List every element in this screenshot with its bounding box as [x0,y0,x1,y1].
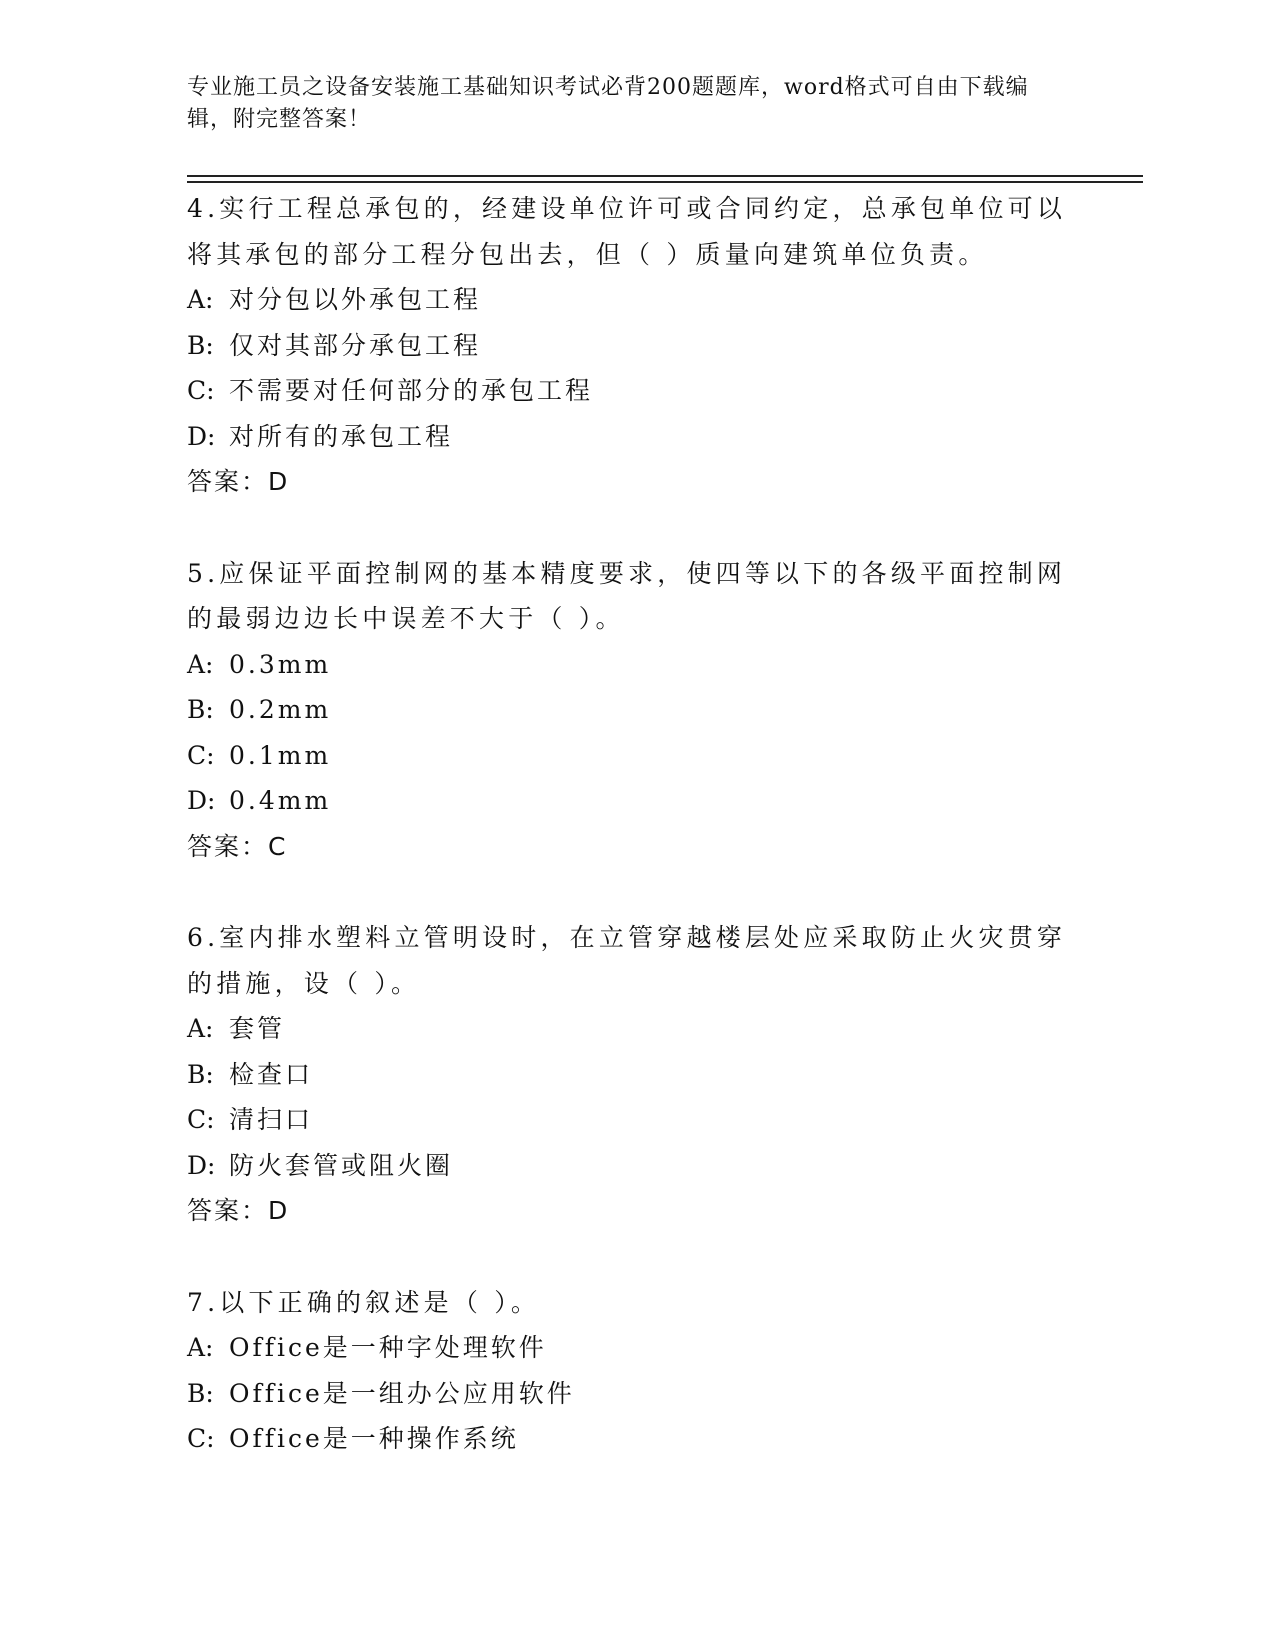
option-letter: D: [187,1150,216,1180]
question-stem: 4.实行工程总承包的，经建设单位许可或合同约定，总承包单位可以将其承包的部分工程分包出去，但（ ）质量向建筑单位负责。 [187,194,1067,269]
option-text: Office是一种操作系统 [229,1424,519,1453]
option-a [187,1006,1087,1052]
option-a [187,277,1087,323]
option-a [187,642,1087,688]
option-letter: B: [187,1059,214,1089]
option-text: 清扫口 [229,1105,314,1134]
option-b [187,687,1087,733]
option-letter: B: [187,1378,214,1408]
option-text: 仅对其部分承包工程 [229,330,482,360]
option-b [187,1371,1087,1417]
option-letter: C: [187,376,215,405]
option-c [187,1416,1087,1462]
question-6 [187,915,1087,1234]
option-text: Office是一组办公应用软件 [229,1378,575,1408]
option-text: 防火套管或阻火圈 [229,1150,454,1180]
option-text: 对分包以外承包工程 [229,285,482,314]
document-header: 专业施工员之设备安装施工基础知识考试必背200题题库，word格式可自由下载编辑，附完整答案！ [187,75,1029,132]
option-b [187,1052,1087,1098]
option-text: 0.1mm [229,740,332,770]
header-divider-bottom [187,181,1143,183]
option-c [187,733,1087,779]
option-b [187,323,1087,369]
question-stem: 7.以下正确的叙述是（ ）。 [187,1287,541,1317]
option-text: 0.2mm [229,695,332,724]
answer-line: 答案：D [187,1196,290,1225]
option-text: 套管 [229,1014,286,1043]
option-letter: C: [187,1424,215,1453]
header-divider-top [187,175,1143,177]
option-letter: B: [187,330,214,360]
option-text: 不需要对任何部分的承包工程 [229,376,594,405]
answer-line: 答案：C [187,831,288,861]
question-7 [187,1280,1087,1462]
option-d [187,778,1087,824]
option-letter: A: [187,1014,214,1043]
option-letter: A: [187,649,214,679]
option-c [187,368,1087,414]
answer-line: 答案：D [187,467,290,496]
option-text: 对所有的承包工程 [229,421,454,451]
option-text: 0.3mm [229,649,332,679]
option-letter: D: [187,421,216,451]
question-stem: 5.应保证平面控制网的基本精度要求，使四等以下的各级平面控制网的最弱边边长中误差不大于（ ）。 [187,558,1067,633]
option-letter: A: [187,285,214,314]
question-5 [187,551,1087,870]
option-c [187,1097,1087,1143]
option-letter: C: [187,740,215,770]
option-letter: D: [187,786,216,815]
option-letter: C: [187,1105,215,1134]
option-d [187,1143,1087,1189]
question-4 [187,186,1087,505]
option-a [187,1325,1087,1371]
option-text: 0.4mm [229,786,332,815]
question-list [187,186,1087,1508]
question-stem: 6.室内排水塑料立管明设时，在立管穿越楼层处应采取防止火灾贯穿的措施，设（ ）。 [187,923,1067,998]
option-d [187,414,1087,460]
option-text: 检查口 [229,1059,314,1089]
option-text: Office是一种字处理软件 [229,1333,547,1362]
option-letter: B: [187,695,214,724]
option-letter: A: [187,1333,214,1362]
